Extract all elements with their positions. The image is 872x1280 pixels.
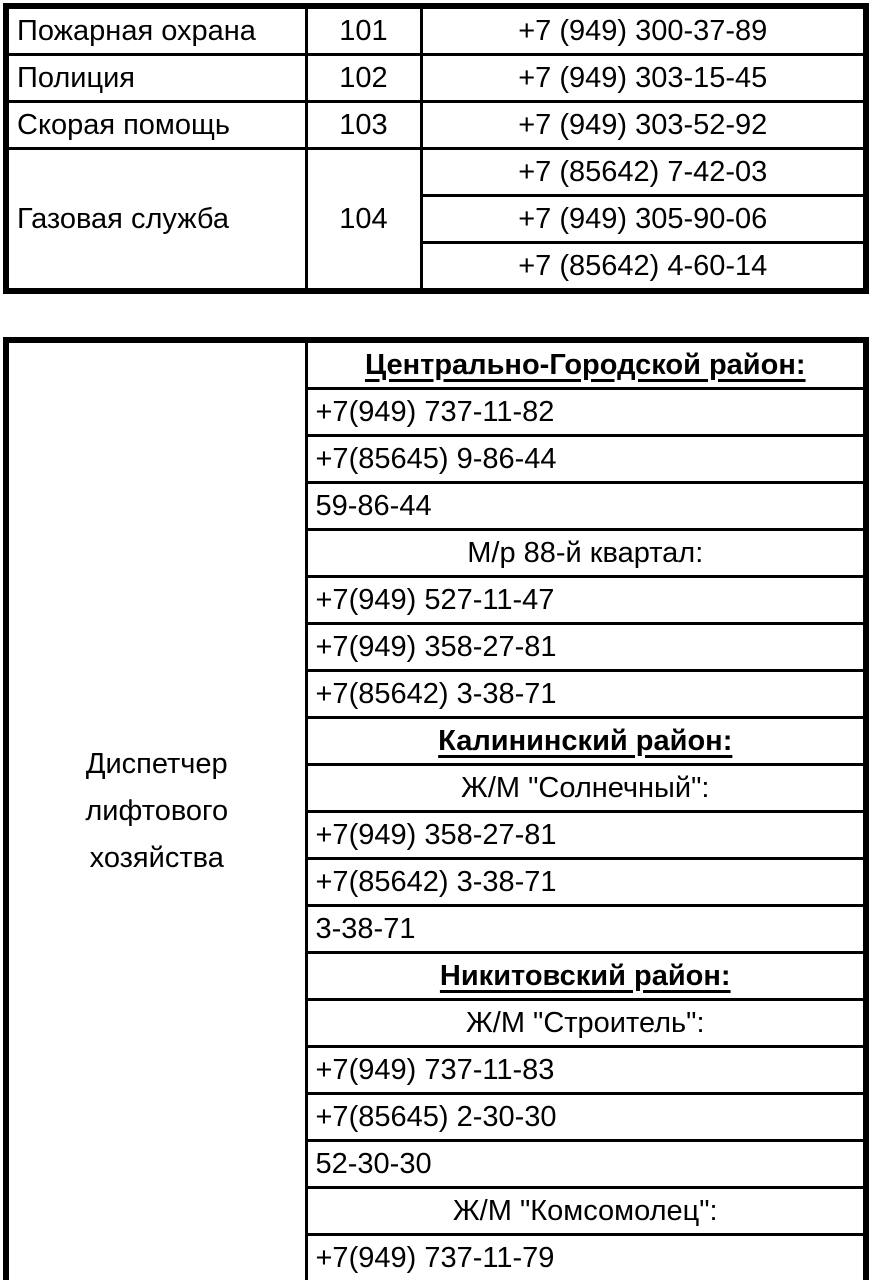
district-header: Центрально-Городской район: [306,340,866,389]
emergency-row [6,102,866,149]
lift-dispatcher-table [3,337,869,1280]
dispatcher-phone-number: 52-30-30 [306,1141,866,1188]
service-phone-number: +7 (949) 300-37-89 [421,6,866,55]
service-short-code: 102 [306,55,421,102]
service-phone-number: +7 (949) 305-90-06 [421,196,866,243]
service-short-code: 104 [306,149,421,292]
service-short-code: 103 [306,102,421,149]
dispatcher-phone-number: +7(85645) 9-86-44 [306,436,866,483]
dispatcher-phone-number: +7(949) 358-27-81 [306,624,866,671]
service-name: Пожарная охрана [6,6,306,55]
emergency-row [6,149,866,196]
district-header: Никитовский район: [306,953,866,1000]
service-phone-number: +7 (949) 303-52-92 [421,102,866,149]
dispatcher-phone-number: 59-86-44 [306,483,866,530]
area-header: М/р 88-й квартал: [306,530,866,577]
dispatcher-phone-number: +7(949) 737-11-79 [306,1235,866,1280]
dispatcher-phone-number: 3-38-71 [306,906,866,953]
area-header: Ж/М "Солнечный": [306,765,866,812]
dispatcher-phone-number: +7(949) 737-11-82 [306,389,866,436]
area-header: Ж/М "Строитель": [306,1000,866,1047]
service-phone-number: +7 (85642) 7-42-03 [421,149,866,196]
emergency-row [6,6,866,55]
dispatcher-phone-number: +7(85642) 3-38-71 [306,859,866,906]
service-name: Газовая служба [6,149,306,292]
service-short-code: 101 [306,6,421,55]
service-phone-number: +7 (949) 303-15-45 [421,55,866,102]
dispatcher-phone-number: +7(85645) 2-30-30 [306,1094,866,1141]
service-name: Полиция [6,55,306,102]
dispatcher-phone-number: +7(85642) 3-38-71 [306,671,866,718]
emergency-row [6,55,866,102]
dispatcher-row [6,340,866,389]
dispatcher-phone-number: +7(949) 737-11-83 [306,1047,866,1094]
area-header: Ж/М "Комсомолец": [306,1188,866,1235]
district-header: Калининский район: [306,718,866,765]
dispatcher-service-name: Диспетчер лифтового хозяйства [6,340,306,1280]
emergency-services-table [3,3,869,294]
dispatcher-phone-number: +7(949) 527-11-47 [306,577,866,624]
service-phone-number: +7 (85642) 4-60-14 [421,243,866,292]
service-name: Скорая помощь [6,102,306,149]
dispatcher-phone-number: +7(949) 358-27-81 [306,812,866,859]
